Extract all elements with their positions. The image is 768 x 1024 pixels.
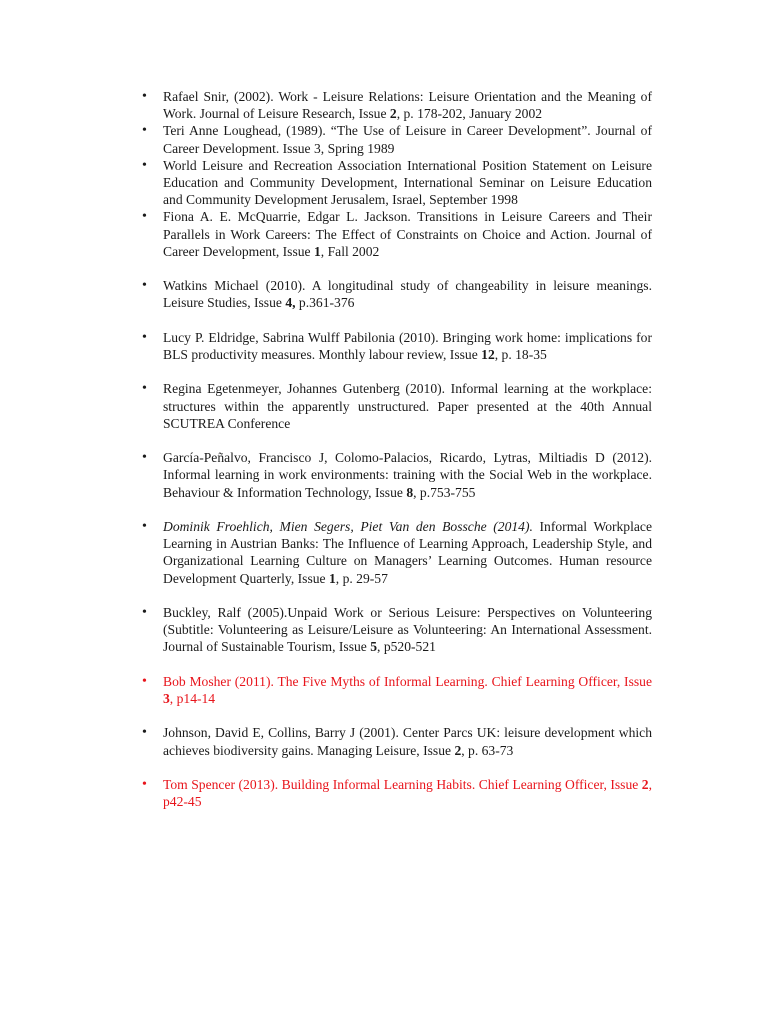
reference-text: Dominik Froehlich, Mien Segers, Piet Van den Bossche (2014). [163, 519, 533, 534]
reference-text: 1 [328, 570, 336, 586]
reference-text: , p14-14 [169, 691, 216, 706]
reference-text: 8 [406, 484, 414, 500]
reference-text: García-Peñalvo, Francisco J, Colomo-Palacios, Ricardo, Lytras, Miltiadis D (2012). Informal learning in work environments: training with the Social Web in the workplace. Behaviour & Information Technology, Issue [163, 450, 652, 500]
reference-text: 2 [389, 106, 397, 122]
reference-text: 3 [163, 691, 170, 706]
reference-list [136, 88, 652, 810]
reference-text: Johnson, David E, Collins, Barry J (2001). Center Parcs UK: leisure development which achieves biodiversity gains. Managing Leisure, Issue [163, 725, 652, 758]
reference-text: Watkins Michael (2010). A longitudinal study of changeability in leisure meanings. Leisure Studies, Issue [163, 278, 652, 311]
reference-text: Lucy P. Eldridge, Sabrina Wulff Pabilonia (2010). Bringing work home: implications for BLS productivity measures. Monthly labour review, Issue [163, 329, 652, 363]
reference-item [136, 449, 652, 501]
reference-item [136, 604, 652, 656]
reference-text: , p520-521 [377, 639, 436, 655]
reference-text: , p. 178-202, January 2002 [396, 106, 543, 122]
reference-item [136, 673, 652, 707]
reference-text: Teri Anne Loughead, (1989). “The Use of Leisure in Career Development”. Journal of Career Development. Issue 3, Spring 1989 [163, 123, 652, 156]
reference-item [136, 518, 652, 587]
reference-text: , p. 18-35 [494, 347, 547, 363]
reference-text: , p. 29-57 [335, 570, 388, 586]
reference-text: , p. 63-73 [461, 742, 514, 758]
reference-text: 5 [370, 639, 378, 655]
reference-text: , p.753-755 [413, 484, 476, 500]
reference-text: Tom Spencer (2013). Building Informal Learning Habits. Chief Learning Officer, Issue [163, 776, 642, 792]
reference-text: p.361-376 [295, 295, 355, 311]
reference-text: 1 [314, 243, 321, 259]
reference-item [136, 380, 652, 432]
reference-item [136, 88, 652, 122]
reference-text: Bob Mosher (2011). The Five Myths of Informal Learning. Chief Learning Officer, Issue [163, 673, 652, 689]
reference-text: Regina Egetenmeyer, Johannes Gutenberg (2010). Informal learning at the workplace: structures within the apparently unstructured. Paper presented at the 40th Annual SCUTREA Conference [163, 381, 652, 431]
reference-text: 2 [454, 742, 462, 758]
reference-item [136, 277, 652, 311]
reference-item [136, 724, 652, 758]
reference-item [136, 776, 652, 810]
reference-text: , Fall 2002 [320, 243, 380, 259]
reference-text: World Leisure and Recreation Association International Position Statement on Leisure Education and Community Development, International Seminar on Leisure Education and Community Development Jerusalem, Israel, September 1998 [163, 157, 652, 208]
reference-text: , p42-45 [163, 776, 652, 810]
reference-item [136, 329, 652, 363]
reference-text: 2 [641, 776, 649, 792]
reference-text: Rafael Snir, (2002). Work - Leisure Relations: Leisure Orientation and the Meaning of Work. Journal of Leisure Research, Issue [163, 89, 652, 122]
reference-text: 4, [285, 295, 296, 311]
reference-text: Informal Workplace Learning in Austrian Banks: The Influence of Learning Approach, Leadership Style, and Organizational Learning Culture on Managers’ Learning Outcomes. Human resource Development Quarterly, Issue [163, 519, 652, 586]
reference-text: Buckley, Ralf (2005).Unpaid Work or Serious Leisure: Perspectives on Volunteering (Subtitle: Volunteering as Leisure/Leisure as Volunteering: An International Assessment. Journal of Sustainable Tourism, Issue [163, 605, 652, 655]
reference-item [136, 122, 652, 156]
reference-item [136, 208, 652, 260]
reference-text: Fiona A. E. McQuarrie, Edgar L. Jackson. Transitions in Leisure Careers and Their Parallels in Work Careers: The Effect of Constraints on Choice and Action. Journal of Career Development, Issue [163, 209, 652, 259]
reference-text: 12 [481, 347, 495, 363]
reference-item [136, 157, 652, 209]
